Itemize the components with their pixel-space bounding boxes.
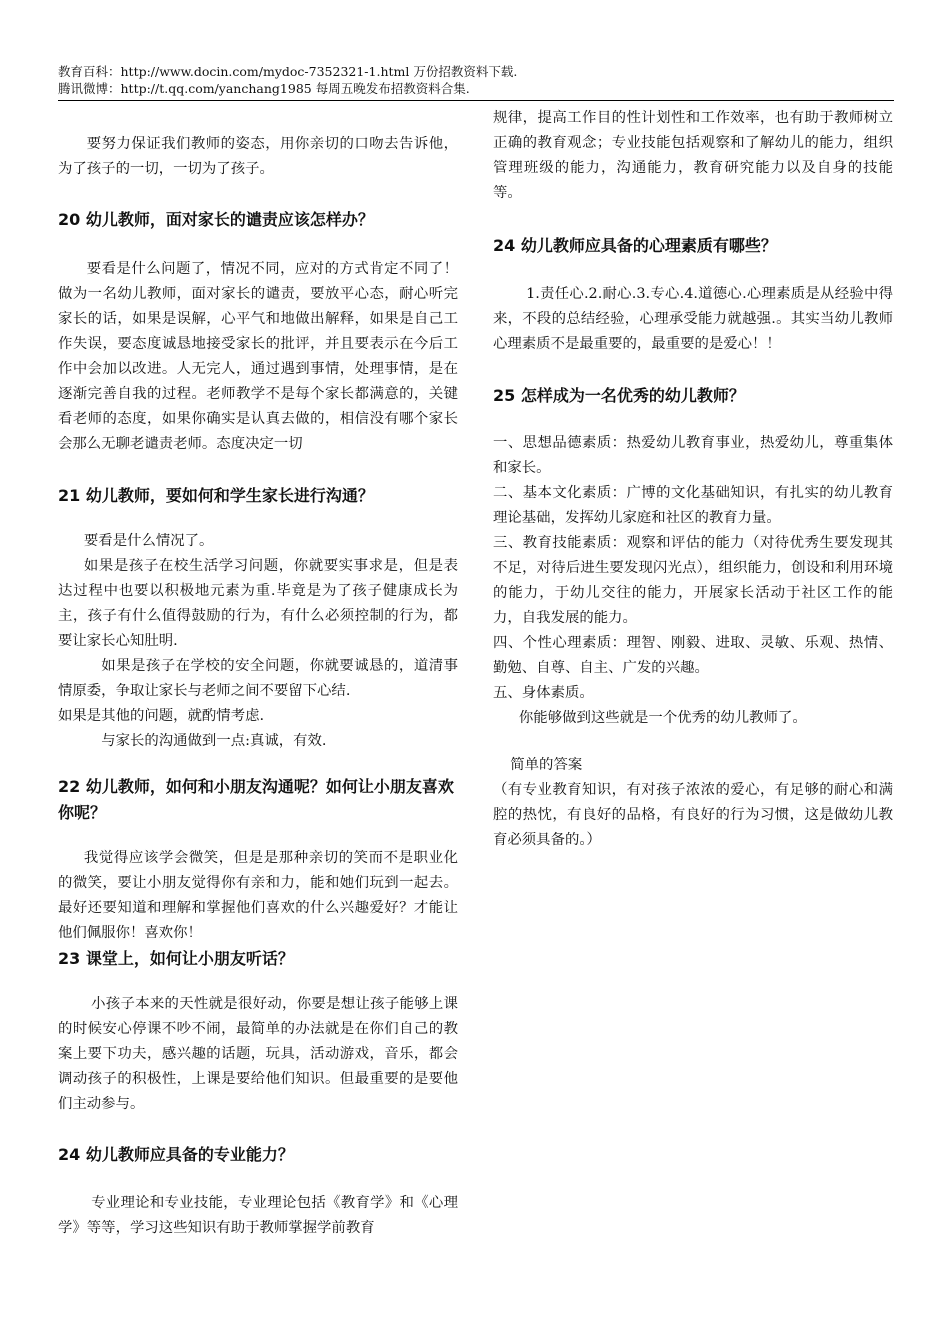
header-divider [58,100,894,101]
header-line-weibo: 腾讯微博：http://t.qq.com/yanchang1985 每周五晚发布招教资料合集. [58,81,470,96]
q25-conclusion: 你能够做到这些就是一个优秀的幼儿教师了。 [518,710,807,726]
q24b-body: 1.责任心.2.耐心.3.专心.4.道德心.心理素质是从经验中得来，不段的总结经验，心理承受能力就越强.。其实当幼儿教师心理素质不是最重要的，最重要的是爱心！！ [493,286,893,352]
q21-p3: 如果是孩子在学校的安全问题，你就要诚恳的，道清事情原委，争取让家长与老师之间不要留下心结. [58,658,458,699]
q25-item-4: 四、个性心理素质：理智、刚毅、进取、灵敏、乐观、热情、勤勉、自尊、自主、广发的兴趣。 [493,635,893,676]
q21-p4: 如果是其他的问题，就酌情考虑. [58,708,265,724]
q23-title: 23 课堂上，如何让小朋友听话？ [58,949,294,968]
q22-title: 22 幼儿教师，如何和小朋友沟通呢？如何让小朋友喜欢你呢？ [58,777,454,822]
q21-p1: 要看是什么情况了。 [83,533,214,549]
q23-body: 小孩子本来的天性就是很好动，你要是想让孩子能够上课的时候安心停课不吵不闹，最简单的办法就是在你们自己的教案上要下功夫，感兴趣的话题，玩具，活动游戏，音乐，都会调动孩子的积极性，上课是要给他们知识。但最重要的是要他们主动参与。 [58,996,458,1112]
q21-p2: 如果是孩子在校生活学习问题，你就要实事求是，但是表达过程中也要以积极地元素为重.毕竟是为了孩子健康成长为主，孩子有什么值得鼓励的行为，有什么必须控制的行为，都要让家长心知肚明. [58,558,458,649]
simple-answer-body: （有专业教育知识，有对孩子浓浓的爱心，有足够的耐心和满腔的热忱，有良好的品格，有良好的行为习惯，这是做幼儿教育必须具备的。） [493,782,893,848]
q21-p5: 与家长的沟通做到一点:真诚，有效. [101,733,327,749]
simple-answer-title: 简单的答案 [510,757,583,773]
intro-paragraph: 要努力保证我们教师的姿态，用你亲切的口吻去告诉他，为了孩子的一切，一切为了孩子。 [58,136,458,177]
q22-body: 我觉得应该学会微笑，但是是那种亲切的笑而不是职业化的微笑，要让小朋友觉得你有亲和力，能和她们玩到一起去。最好还要知道和理解和掌握他们喜欢的什么兴趣爱好？才能让他们佩服你！喜欢你！ [58,850,458,941]
q25-item-1: 一、思想品德素质：热爱幼儿教育事业，热爱幼儿，尊重集体和家长。 [493,435,893,476]
q21-title: 21 幼儿教师，要如何和学生家长进行沟通？ [58,486,374,505]
q20-title: 20 幼儿教师，面对家长的谴责应该怎样办？ [58,210,374,229]
header-line-docin: 教育百科：http://www.docin.com/mydoc-7352321-1.html 万份招教资料下载. [58,64,518,79]
q25-title: 25 怎样成为一名优秀的幼儿教师？ [493,386,745,405]
q25-item-5: 五、身体素质。 [493,685,594,701]
q24b-title: 24 幼儿教师应具备的心理素质有哪些？ [493,236,777,255]
q24a-body: 专业理论和专业技能，专业理论包括《教育学》和《心理学》等等，学习这些知识有助于教师掌握学前教育 [58,1195,458,1236]
q25-item-2: 二、基本文化素质：广博的文化基础知识，有扎实的幼儿教育理论基础，发挥幼儿家庭和社区的教育力量。 [493,485,893,526]
left-column [58,106,458,1241]
right-column [493,106,893,853]
q24a-body-continued: 规律，提高工作目的性计划性和工作效率，也有助于教师树立正确的教育观念；专业技能包括观察和了解幼儿的能力，组织管理班级的能力，沟通能力，教育研究能力以及自身的技能等。 [493,110,893,201]
q25-item-3: 三、教育技能素质：观察和评估的能力（对待优秀生要发现其不足，对待后进生要发现闪光点），组织能力，创设和利用环境的能力，于幼儿交往的能力，开展家长活动于社区工作的能力，自我发展的能力。 [493,535,893,626]
q24a-title: 24 幼儿教师应具备的专业能力？ [58,1145,294,1164]
page-header [58,63,892,97]
q20-body: 要看是什么问题了，情况不同，应对的方式肯定不同了！做为一名幼儿教师，面对家长的谴责，要放平心态，耐心听完家长的话，如果是误解，心平气和地做出解释，如果是自己工作失误，要态度诚恳地接受家长的批评，并且要表示在今后工作中会加以改进。人无完人，通过遇到事情，处理事情，是在逐渐完善自我的过程。老师教学不是每个家长都满意的，关键看老师的态度，如果你确实是认真去做的，相信没有哪个家长会那么无聊老谴责老师。态度决定一切 [58,261,458,452]
